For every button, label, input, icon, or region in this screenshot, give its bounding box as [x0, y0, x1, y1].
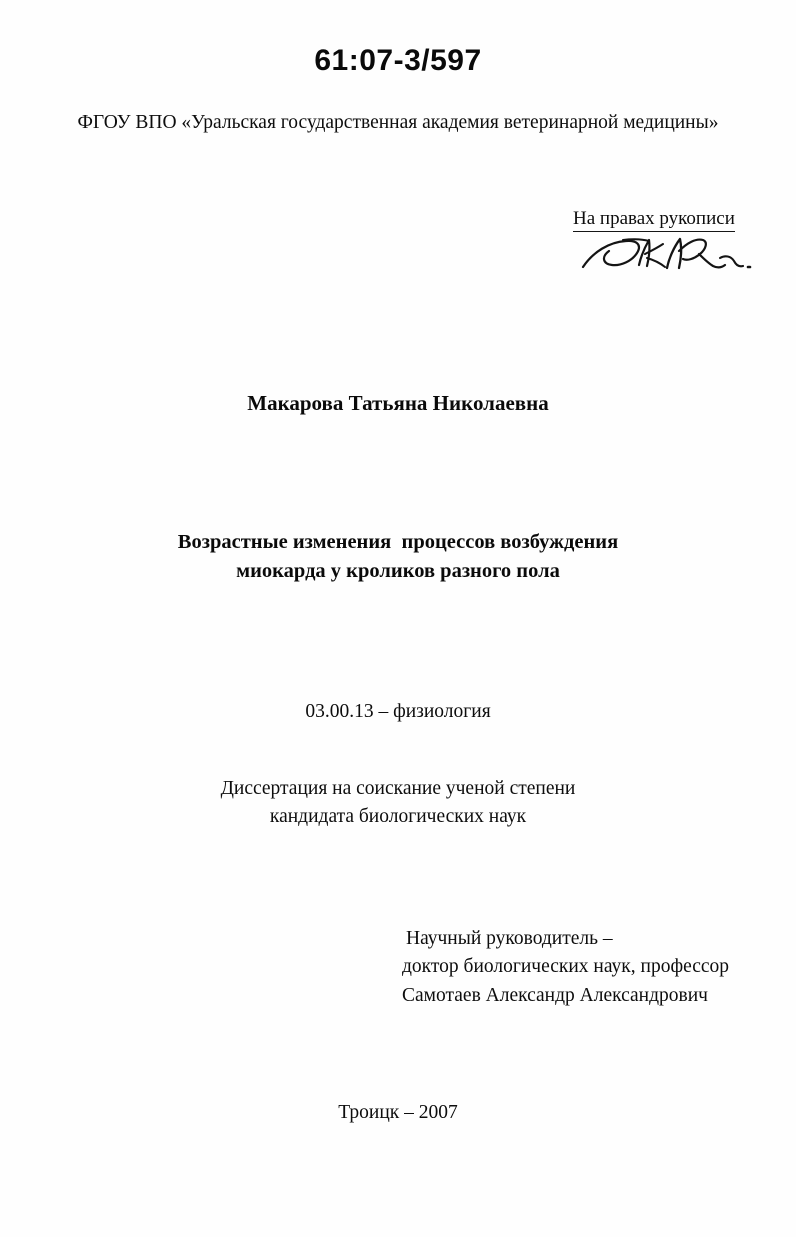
author-name: Макарова Татьяна Николаевна: [247, 391, 549, 415]
degree-statement: [0, 775, 796, 830]
place-and-year: Троицк – 2007: [338, 1102, 458, 1123]
degree-line-1: Диссертация на соискание ученой степени: [220, 778, 576, 799]
catalog-number: 61:07-3/597: [314, 44, 482, 77]
supervisor-block: [402, 925, 729, 1010]
manuscript-rights-label: На правах рукописи: [573, 208, 735, 232]
degree-line-2: кандидата биологических наук: [269, 805, 527, 827]
handwritten-signature-icon: [579, 234, 755, 276]
dissertation-title: [0, 528, 796, 586]
supervisor-degree: доктор биологических наук, профессор: [402, 956, 730, 978]
title-line-2: миокарда у кроликов разного пола: [236, 560, 560, 583]
title-line-1: Возрастные изменения процессов возбуждения: [177, 531, 619, 553]
specialty-code: 03.00.13 – физиология: [305, 701, 491, 722]
institution-name: ФГОУ ВПО «Уральская государственная академия ветеринарной медицины»: [77, 112, 719, 133]
manuscript-rights-block: [573, 208, 755, 276]
supervisor-name: Самотаев Александр Александрович: [402, 984, 708, 1006]
supervisor-label: Научный руководитель –: [406, 928, 613, 949]
